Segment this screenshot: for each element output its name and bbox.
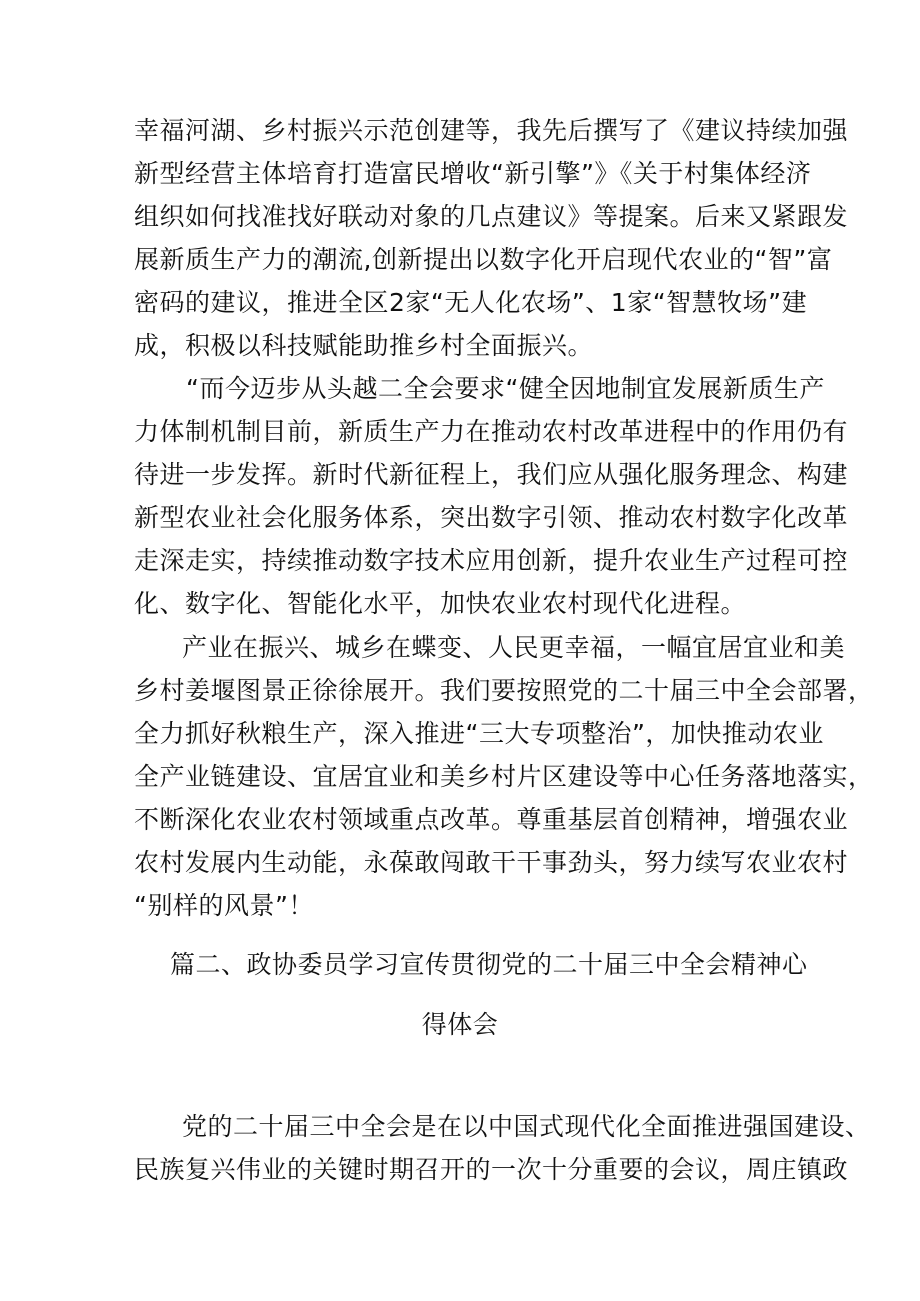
text-line: 走深走实，持续推动数字技术应用创新，提升农业生产过程可控: [134, 546, 849, 575]
text-line: 待进一步发挥。新时代新征程上，我们应从强化服务理念、构建: [134, 460, 849, 489]
text-line: “别样的风景”！: [134, 891, 314, 920]
text-line: 民族复兴伟业的关键时期召开的一次十分重要的会议，周庄镇政: [134, 1155, 849, 1184]
text-line: 乡村姜堰图景正徐徐展开。我们要按照党的二十届三中全会部署，: [134, 676, 874, 705]
text-line: 党的二十届三中全会是在以中国式现代化全面推进强国建设、: [182, 1112, 871, 1141]
text-line: “而今迈步从头越二全会要求“健全因地制宜发展新质生产: [186, 374, 825, 403]
text-line: 全产业链建设、宜居宜业和美乡村片区建设等中心任务落地落实，: [134, 762, 874, 791]
text-line: 新型农业社会化服务体系，突出数字引领、推动农村数字化改革: [134, 503, 849, 532]
text-line: 化、数字化、智能化水平，加快农业农村现代化进程。: [134, 589, 747, 618]
text-line: 全力抓好秋粮生产，深入推进“三大专项整治”，加快推动农业: [134, 719, 824, 748]
text-line: 展新质生产力的潮流,创新提出以数字化开启现代农业的“智”富: [134, 245, 833, 274]
text-line: 密码的建议，推进全区2家“无人化农场”、1家“智慧牧场”建: [134, 288, 808, 317]
text-line: 组织如何找准找好联动对象的几点建议》等提案。后来又紧跟发: [134, 202, 849, 231]
text-line: 新型经营主体培育打造富民增收“新引擎”》《关于村集体经济: [134, 159, 812, 188]
heading-line: 得体会: [421, 1010, 499, 1039]
text-line: 农村发展内生动能，永葆敢闯敢干干事劲头，努力续写农业农村: [134, 848, 849, 877]
text-line: 力体制机制目前，新质生产力在推动农村改革进程中的作用仍有: [134, 417, 849, 446]
text-line: 不断深化农业农村领域重点改革。尊重基层首创精神，增强农业: [134, 805, 849, 834]
heading-line: 篇二、政协委员学习宣传贯彻党的二十届三中全会精神心: [170, 950, 808, 979]
text-line: 成，积极以科技赋能助推乡村全面振兴。: [134, 331, 594, 360]
text-line: 产业在振兴、城乡在蝶变、人民更幸福，一幅宜居宜业和美: [182, 633, 846, 662]
text-line: 幸福河湖、乡村振兴示范创建等，我先后撰写了《建议持续加强: [134, 116, 849, 145]
